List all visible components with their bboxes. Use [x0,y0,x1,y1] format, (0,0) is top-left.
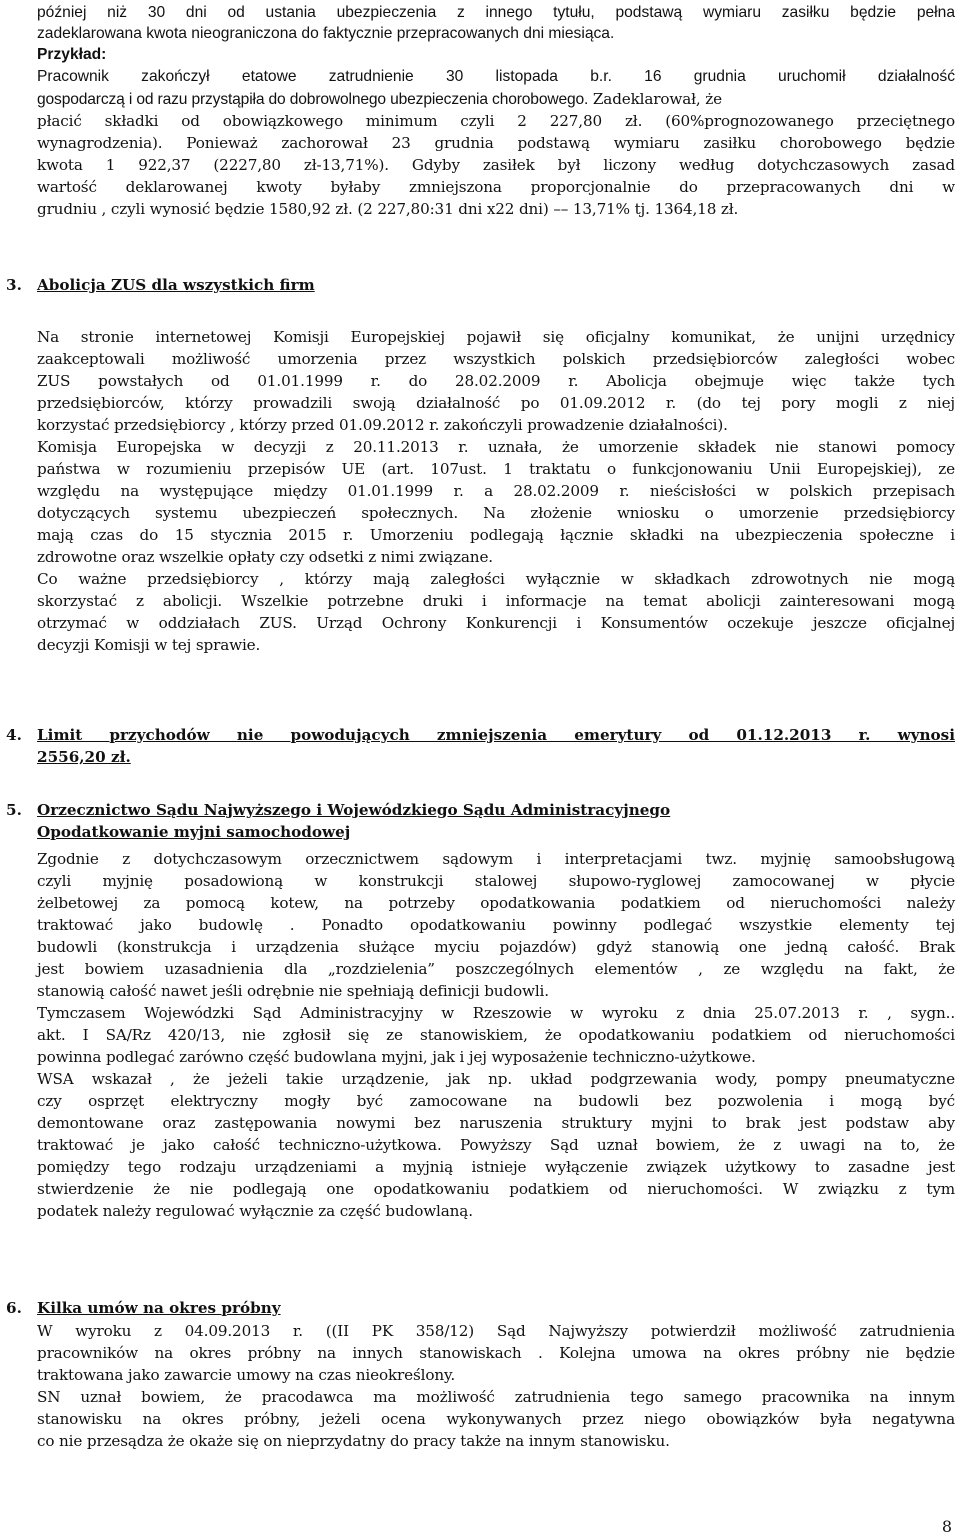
text-line: później niż 30 dni od ustania ubezpieczenia z innego tytułu, podstawą wymiaru zasiłku będzie pełna [37,4,955,21]
text-line [37,88,955,111]
section-heading-4 [6,724,955,746]
text-line: stanowisku na okres próbny, jeżeli ocena wykonywanych przez niego obowiązków była negatywna [37,1410,955,1428]
text-line: płacić składki od obowiązkowego minimum czyli 2 227,80 zł. (60%prognozowanego przeciętnego [37,112,955,130]
text-line: akt. I SA/Rz 420/13, nie zgłosił się ze stanowiskiem, że opodatkowaniu podatkiem od nieruchomości [37,1026,955,1044]
section-subtitle: Opodatkowanie myjni samochodowej [37,823,351,841]
text-line: WSA wskazał , że jeżeli takie urządzenie, jak np. układ podgrzewania wody, pompy pneumatyczne [37,1070,955,1088]
text-line: zdrowotne oraz wszelkie opłaty czy odsetki z nimi związane. [37,548,493,566]
text-line: żelbetowej za pomocą kotew, na potrzeby opodatkowania podatkiem od nieruchomości należy [37,894,955,912]
section-heading-6 [6,1297,281,1319]
text-line: skorzystać z abolicji. Wszelkie potrzebne druki i informacje na temat abolicji zainteresowani mogą [37,592,955,610]
text-line: powinna podlegać zarówno część budowlana myjni, jak i jej wyposażenie techniczno-użytkowe. [37,1048,756,1066]
section-number: 3. [6,276,22,294]
text-line: demontowane oraz zastępowania nowymi bez naruszenia struktury myjni to brak jest podstaw aby [37,1114,955,1132]
text-line: podatek należy regulować wyłącznie za część budowlaną. [37,1202,473,1220]
text-span: gospodarczą i od razu przystąpiła do dobrowolnego ubezpieczenia chorobowego. [37,91,589,108]
text-line: pracowników na okres próbny na innych stanowiskach . Kolejna umowa na okres próbny nie będzie [37,1344,955,1362]
text-line: Pracownik zakończył etatowe zatrudnienie 30 listopada b.r. 16 grudnia uruchomił działalność [37,68,955,85]
section-heading-5 [6,799,671,821]
text-span: Zadeklarował, że [588,90,722,108]
section-title-cont: 2556,20 zł. [37,748,131,766]
text-line: dotyczących systemu ubezpieczeń społecznych. Na złożenie wniosku o umorzenie przedsiębiorcy [37,504,955,522]
text-line: wynagrodzenia). Ponieważ zachorował 23 grudnia podstawą wymiaru zasiłku chorobowego będzie [37,134,955,152]
text-line: otrzymać w oddziałach ZUS. Urząd Ochrony Konkurencji i Konsumentów oczekuje jeszcze oficjalnej [37,614,955,632]
text-line: Co ważne przedsiębiorcy , którzy mają zaległości wyłącznie w składkach zdrowotnych nie mogą [37,570,955,588]
text-line: decyzji Komisji w tej sprawie. [37,636,261,654]
text-line: traktowana jako zawarcie umowy na czas nieokreślony. [37,1366,456,1384]
section-title: Kilka umów na okres próbny [37,1299,281,1317]
section-number: 5. [6,801,22,819]
text-line: kwota 1 922,37 (2227,80 zł-13,71%). Gdyby zasiłek był liczony według dotychczasowych zasad [37,156,955,174]
text-line: budowli (konstrukcja i urządzenia służące myciu pojazdów) gdyż stanowią one jedną całość. Brak [37,938,955,956]
section-heading-3 [6,274,315,296]
text-line: Tymczasem Wojewódzki Sąd Administracyjny w Rzeszowie w wyroku z dnia 25.07.2013 r. , sygn.. [37,1004,955,1022]
page-number: 8 [941,1517,952,1536]
section-title: Abolicja ZUS dla wszystkich firm [37,276,315,294]
text-line: zadeklarowana kwota nieograniczona do faktycznie przepracowanych dni miesiąca. [37,25,615,42]
text-line: państwa w rozumieniu przepisów UE (art. 107ust. 1 traktatu o funkcjonowaniu Unii Europejskiej), ze [37,460,955,478]
section-title: Orzecznictwo Sądu Najwyższego i Wojewódzkiego Sądu Administracyjnego [37,801,671,819]
text-line: stwierdzenie że nie podlegają one opodatkowaniu podatkiem od nieruchomości. W związku z tym [37,1180,955,1198]
text-line: traktować jako budowlę . Ponadto opodatkowaniu powinny podlegać wszystkie elementy tej [37,916,955,934]
text-line: jest bowiem uzasadnienia dla „rozdzielenia” poszczególnych elementów , ze względu na fakt, że [37,960,955,978]
text-line: stanowią całość nawet jeśli odrębnie nie spełniają definicji budowli. [37,982,549,1000]
example-label: Przykład: [37,46,107,63]
text-line: zaakceptowali możliwość umorzenia przez wszystkich polskich przedsiębiorców zaległości wobec [37,350,955,368]
text-line: względu na występujące między 01.01.1999 r. a 28.02.2009 r. nieścisłości w polskich przepisach [37,482,955,500]
text-line: przedsiębiorców, którzy prowadzili swoją działalność po 01.09.2012 r. (do tej pory mogli z niej [37,394,955,412]
text-line: ZUS powstałych od 01.01.1999 r. do 28.02.2009 r. Abolicja obejmuje więc także tych [37,372,955,390]
text-line: SN uznał bowiem, że pracodawca ma możliwość zatrudnienia tego samego pracownika na innym [37,1388,955,1406]
section-number: 4. [6,726,22,744]
text-line: czy osprzęt elektryczny mogły być zamocowane na budowli bez pozwolenia i mogą być [37,1092,955,1110]
section-title: Limit przychodów nie powodujących zmniejszenia emerytury od 01.12.2013 r. wynosi [37,726,955,744]
text-line: W wyroku z 04.09.2013 r. ((II PK 358/12) Sąd Najwyższy potwierdził możliwość zatrudnienia [37,1322,955,1340]
section-number: 6. [6,1299,22,1317]
text-line: pomiędzy tego rodzaju urządzeniami a myjnią istnieje wyłączenie związek użytkowy to zasadne jest [37,1158,955,1176]
text-line: Na stronie internetowej Komisji Europejskiej pojawił się oficjalny komunikat, że unijni urzędnicy [37,328,955,346]
text-line: mają czas do 15 stycznia 2015 r. Umorzeniu podlegają łącznie składki na ubezpieczenia społeczne i [37,526,955,544]
text-line: korzystać przedsiębiorcy , którzy przed 01.09.2012 r. zakończyli prowadzenie działalności). [37,416,728,434]
text-line: czyli myjnię posadowioną w konstrukcji stalowej słupowo-ryglowej zamocowanej w płycie [37,872,955,890]
text-line: wartość deklarowanej kwoty byłaby zmniejszona proporcjonalnie do przepracowanych dni w [37,178,955,196]
text-line: Komisja Europejska w decyzji z 20.11.2013 r. uznała, że umorzenie składek nie stanowi pomocy [37,438,955,456]
text-line: Zgodnie z dotychczasowym orzecznictwem sądowym i interpretacjami twz. myjnię samoobsługową [37,850,955,868]
text-line: traktować je jako całość techniczno-użytkowa. Powyższy Sąd uznał bowiem, że z uwagi na to, że [37,1136,955,1154]
text-line: co nie przesądza że okaże się on nieprzydatny do pracy także na innym stanowisku. [37,1432,670,1450]
text-line: grudniu , czyli wynosić będzie 1580,92 zł. (2 227,80:31 dni x22 dni) –– 13,71% tj. 1364,18 zł. [37,200,739,218]
